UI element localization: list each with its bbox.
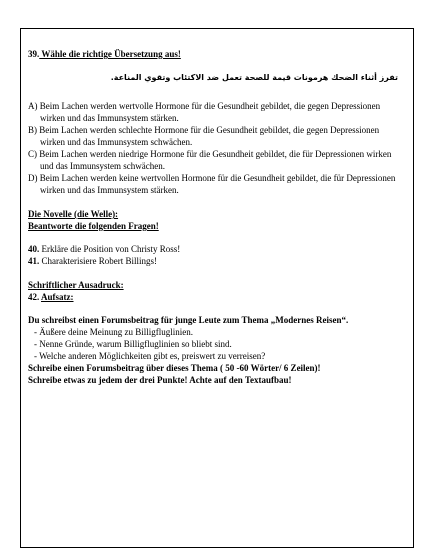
option-a[interactable]: A) Beim Lachen werden wertvolle Hormone für die Gesundheit gebildet, die gegen Depressionen wirken und das Immunsystem stärken. <box>28 101 381 123</box>
question-39-heading <box>28 48 400 60</box>
question-42-title: Aufsatz: <box>41 292 74 302</box>
writing-heading: Schriftlicher Ausadruck: <box>28 280 124 290</box>
answer-options <box>28 100 400 196</box>
question-41-text: Charakterisiere Robert Billings! <box>39 256 157 266</box>
essay-task-1: Schreibe einen Forumsbeitrag über dieses Thema ( 50 -60 Wörter/ 6 Zeilen)! <box>28 363 321 373</box>
question-41-number: 41. <box>28 256 40 266</box>
essay-task-2: Schreibe etwas zu jedem der drei Punkte! Achte auf den Textaufbau! <box>28 375 292 385</box>
question-40-number: 40. <box>28 244 40 254</box>
arabic-sentence: تفرز أثناء الضحك هرمونات قيمة للصحة تعمل ضد الاكتئاب وتقوي المناعة. <box>110 73 398 82</box>
exam-content <box>28 48 400 386</box>
novelle-instruction: Beantworte die folgenden Fragen! <box>28 221 159 231</box>
essay-points <box>28 326 400 362</box>
novelle-section <box>28 208 400 267</box>
question-39-number: 39. <box>28 49 40 59</box>
question-40 <box>28 243 400 255</box>
option-c[interactable]: C) Beim Lachen werden niedrige Hormone für die Gesundheit gebildet, die für Depressionen wirken und das Immunsystem schwächen. <box>28 149 392 171</box>
essay-point-1: - Äußere deine Meinung zu Billigfluglinien. <box>34 327 193 337</box>
option-d[interactable]: D) Beim Lachen werden keine wertvollen Hormone für die Gesundheit gebildet, die für Depressionen wirken und das Immunsystem stärken. <box>28 173 396 195</box>
question-39-title: Wähle die richtige Übersetzung aus! <box>39 49 181 59</box>
question-40-text: Erkläre die Position von Christy Ross! <box>39 244 181 254</box>
option-b[interactable]: B) Beim Lachen werden schlechte Hormone für die Gesundheit gebildet, die gegen Depressionen wirken und das Immunsystem schwächen. <box>28 125 380 147</box>
novelle-heading: Die Novelle (die Welle): <box>28 209 119 219</box>
question-42-number: 42. <box>28 292 40 302</box>
question-42-heading <box>28 291 400 303</box>
essay-prompt: Du schreibst einen Forumsbeitrag für junge Leute zum Thema „Modernes Reisen“. <box>28 315 349 325</box>
question-41 <box>28 255 400 267</box>
essay-point-2: - Nenne Gründe, warum Billigfluglinien so bliebt sind. <box>34 339 232 349</box>
essay-point-3: - Welche anderen Möglichkeiten gibt es, preiswert zu verreisen? <box>34 351 266 361</box>
writing-section <box>28 279 400 386</box>
